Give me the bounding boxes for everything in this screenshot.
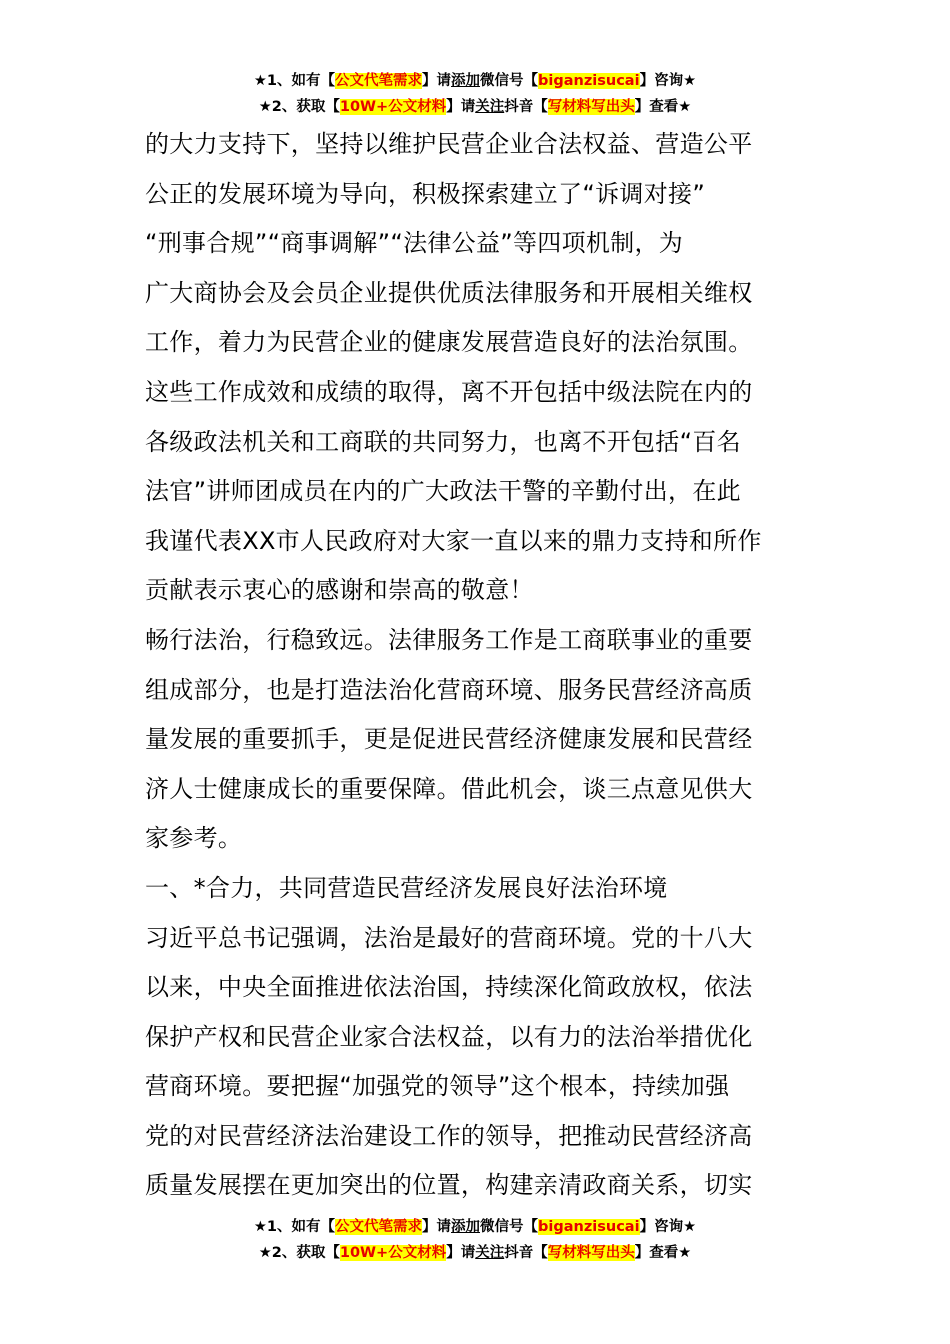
banner-text: 抖音【 bbox=[504, 99, 548, 115]
bottom-banner bbox=[0, 1214, 950, 1266]
text-line: 党的对民营经济法治建设工作的领导，把推动民营经济高 bbox=[145, 1121, 753, 1150]
banner-text: 】查看★ bbox=[634, 1245, 692, 1261]
text-line: 保护产权和民营企业家合法权益，以有力的法治举措优化 bbox=[145, 1022, 753, 1051]
text-line: 工作，着力为民营企业的健康发展营造良好的法治氛围。 bbox=[145, 328, 753, 357]
banner-text: 】请 bbox=[422, 1219, 452, 1235]
text-line: 贡献表示衷心的感谢和崇高的敬意！ bbox=[145, 576, 534, 605]
banner-line-1 bbox=[0, 68, 950, 94]
text-line: 公正的发展环境为导向，积极探索建立了“诉调对接” bbox=[145, 179, 706, 208]
document-body bbox=[145, 120, 810, 1211]
banner-douyin-id: 写材料写出头 bbox=[547, 99, 635, 115]
banner-text: ★2、获取【 bbox=[258, 99, 340, 115]
banner-text: 】咨询★ bbox=[639, 73, 697, 89]
text-line: “刑事合规”“商事调解”“法律公益”等四项机制，为 bbox=[145, 229, 684, 258]
banner-text: ★2、获取【 bbox=[258, 1245, 340, 1261]
section-heading: 一、*合力，共同营造民营经济发展良好法治环境 bbox=[145, 873, 668, 902]
banner-text: 】咨询★ bbox=[639, 1219, 697, 1235]
banner-highlight: 10W+公文材料 bbox=[339, 99, 447, 115]
text-line: 以来，中央全面推进依法治国，持续深化简政放权，依法 bbox=[145, 973, 753, 1002]
banner-text: 】请 bbox=[422, 73, 452, 89]
banner-line-1 bbox=[0, 1214, 950, 1240]
text-line: 量发展的重要抓手，更是促进民营经济健康发展和民营经 bbox=[145, 725, 753, 754]
banner-text: 关注 bbox=[475, 1245, 505, 1261]
banner-wechat-id: biganzisucai bbox=[538, 1219, 640, 1235]
banner-text: 】查看★ bbox=[634, 99, 692, 115]
banner-text: ★1、如有【 bbox=[253, 73, 336, 89]
text-line: 组成部分，也是打造法治化营商环境、服务民营经济高质 bbox=[145, 675, 753, 704]
banner-line-2 bbox=[0, 94, 950, 120]
banner-text: 】请 bbox=[446, 1245, 476, 1261]
text-line: 的大力支持下，坚持以维护民营企业合法权益、营造公平 bbox=[145, 130, 753, 158]
banner-text: 添加 bbox=[451, 1219, 481, 1235]
banner-text: ★1、如有【 bbox=[253, 1219, 336, 1235]
banner-highlight: 10W+公文材料 bbox=[339, 1245, 447, 1261]
text-line: 质量发展摆在更加突出的位置，构建亲清政商关系，切实 bbox=[145, 1171, 753, 1200]
banner-line-2 bbox=[0, 1240, 950, 1266]
text-line: 广大商协会及会员企业提供优质法律服务和开展相关维权 bbox=[145, 278, 753, 307]
banner-text: 添加 bbox=[451, 73, 481, 89]
text-line: 营商环境。要把握“加强党的领导”这个根本，持续加强 bbox=[145, 1072, 730, 1101]
text-line: 习近平总书记强调，法治是最好的营商环境。党的十八大 bbox=[145, 923, 753, 952]
banner-douyin-id: 写材料写出头 bbox=[547, 1245, 635, 1261]
text-line: 我谨代表XX市人民政府对大家一直以来的鼎力支持和所作 bbox=[145, 526, 762, 555]
banner-highlight: 公文代笔需求 bbox=[335, 73, 423, 89]
banner-text: 微信号【 bbox=[480, 73, 539, 89]
text-line: 济人士健康成长的重要保障。借此机会，谈三点意见供大 bbox=[145, 774, 753, 803]
banner-text: 】请 bbox=[446, 99, 476, 115]
text-line: 家参考。 bbox=[145, 824, 243, 853]
text-line: 法官”讲师团成员在内的广大政法干警的辛勤付出，在此 bbox=[145, 477, 741, 506]
banner-text: 关注 bbox=[475, 99, 505, 115]
banner-text: 微信号【 bbox=[480, 1219, 539, 1235]
text-line: 畅行法治，行稳致远。法律服务工作是工商联事业的重要 bbox=[145, 625, 753, 654]
banner-highlight: 公文代笔需求 bbox=[335, 1219, 423, 1235]
banner-text: 抖音【 bbox=[504, 1245, 548, 1261]
text-line: 各级政法机关和工商联的共同努力，也离不开包括“百名 bbox=[145, 427, 741, 456]
text-line: 这些工作成效和成绩的取得，离不开包括中级法院在内的 bbox=[145, 377, 753, 406]
top-banner bbox=[0, 68, 950, 120]
banner-wechat-id: biganzisucai bbox=[538, 73, 640, 89]
